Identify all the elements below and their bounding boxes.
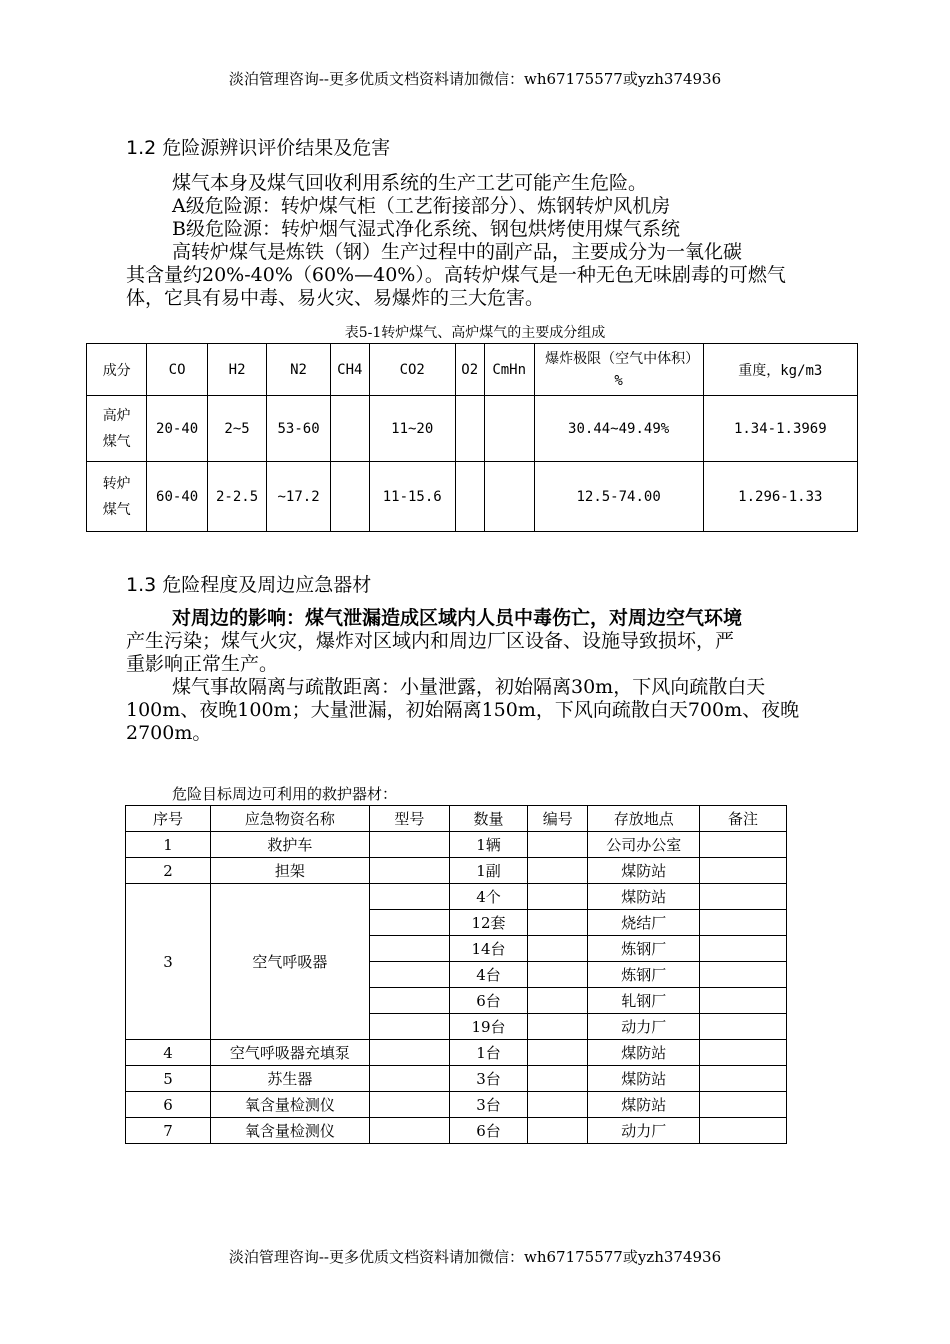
rescue-equipment-table — [125, 805, 787, 1144]
table-cell: 11~20 — [369, 396, 455, 462]
header-cell: O2 — [455, 344, 484, 396]
quantity-cell: 14台 — [449, 936, 527, 962]
text-line: 高转炉煤气是炼铁（钢）生产过程中的副产品，主要成分为一氧化碳 — [172, 241, 743, 263]
location-cell: 动力厂 — [588, 1118, 700, 1144]
header-cell: 重度，kg/m3 — [703, 344, 857, 396]
location-cell: 动力厂 — [588, 1014, 700, 1040]
table-cell — [330, 396, 369, 462]
text-line: 煤气事故隔离与疏散距离：小量泄露，初始隔离30m，下风向疏散白天 — [172, 676, 766, 698]
code-cell — [528, 1014, 588, 1040]
header-cell: CmHn — [484, 344, 534, 396]
table-cell: 30.44~49.49% — [534, 396, 703, 462]
serial-cell: 5 — [126, 1066, 211, 1092]
location-cell: 烧结厂 — [588, 910, 700, 936]
section-1-3-body — [126, 607, 860, 745]
quantity-cell: 1台 — [449, 1040, 527, 1066]
gas-composition-table — [86, 343, 858, 532]
table-cell — [330, 462, 369, 532]
code-cell — [528, 962, 588, 988]
code-cell — [528, 1040, 588, 1066]
item-name-cell: 苏生器 — [210, 1066, 369, 1092]
serial-cell: 6 — [126, 1092, 211, 1118]
item-name-cell: 担架 — [210, 858, 369, 884]
table-cell: 2-2.5 — [207, 462, 267, 532]
header-cell: N2 — [267, 344, 330, 396]
item-name-cell: 空气呼吸器充填泵 — [210, 1040, 369, 1066]
section-1-2-title: 1.2 危险源辨识评价结果及危害 — [126, 137, 391, 159]
model-cell — [369, 988, 449, 1014]
table-cell — [455, 462, 484, 532]
model-cell — [369, 858, 449, 884]
text-line: 2700m。 — [126, 722, 212, 744]
text-line: 其含量约20%-40%（60%—40%）。高转炉煤气是一种无色无味剧毒的可燃气 — [126, 264, 786, 286]
item-name-cell: 氧含量检测仪 — [210, 1118, 369, 1144]
model-cell — [369, 962, 449, 988]
quantity-cell: 1副 — [449, 858, 527, 884]
remark-cell — [700, 832, 787, 858]
code-cell — [528, 884, 588, 910]
quantity-cell: 12套 — [449, 910, 527, 936]
text-line: A级危险源：转炉煤气柜（工艺衔接部分）、炼钢转炉风机房 — [172, 195, 671, 217]
table-cell: 12.5-74.00 — [534, 462, 703, 532]
serial-cell: 3 — [126, 884, 211, 1040]
text-line: 对周边的影响：煤气泄漏造成区域内人员中毒伤亡，对周边空气环境 — [172, 607, 743, 629]
text-line: 煤气本身及煤气回收利用系统的生产工艺可能产生危险。 — [172, 172, 648, 194]
table-header-row — [126, 806, 787, 832]
model-cell — [369, 832, 449, 858]
header-cell: H2 — [207, 344, 267, 396]
header-cell: 成分 — [87, 344, 147, 396]
quantity-cell: 19台 — [449, 1014, 527, 1040]
header-cell: 存放地点 — [588, 806, 700, 832]
table-cell: 53-60 — [267, 396, 330, 462]
remark-cell — [700, 1092, 787, 1118]
equipment-table-caption: 危险目标周边可利用的救护器材： — [172, 785, 398, 803]
item-name-cell: 空气呼吸器 — [210, 884, 369, 1040]
table-cell: 1.34-1.3969 — [703, 396, 857, 462]
table-row — [87, 396, 858, 462]
table-cell: 20-40 — [147, 396, 207, 462]
code-cell — [528, 936, 588, 962]
text-line: 产生污染；煤气火灾，爆炸对区域内和周边厂区设备、设施导致损坏，严 — [126, 630, 735, 652]
quantity-cell: 4台 — [449, 962, 527, 988]
table-cell — [484, 462, 534, 532]
remark-cell — [700, 858, 787, 884]
header-cell: 数量 — [449, 806, 527, 832]
remark-cell — [700, 936, 787, 962]
serial-cell: 1 — [126, 832, 211, 858]
location-cell: 煤防站 — [588, 884, 700, 910]
model-cell — [369, 936, 449, 962]
serial-cell: 2 — [126, 858, 211, 884]
remark-cell — [700, 1066, 787, 1092]
table-row — [126, 884, 787, 910]
table-row — [126, 1118, 787, 1144]
section-1-2-body — [126, 172, 860, 310]
location-cell: 煤防站 — [588, 1066, 700, 1092]
model-cell — [369, 1014, 449, 1040]
model-cell — [369, 884, 449, 910]
table-5-1-caption: 表5-1转炉煤气、高炉煤气的主要成分组成 — [344, 325, 606, 341]
table-row — [126, 832, 787, 858]
table-cell — [484, 396, 534, 462]
serial-cell: 4 — [126, 1040, 211, 1066]
quantity-cell: 6台 — [449, 988, 527, 1014]
location-cell: 轧钢厂 — [588, 988, 700, 1014]
table-cell: 11-15.6 — [369, 462, 455, 532]
page-footer: 淡泊管理咨询--更多优质文档资料请加微信：wh67175577或yzh374936 — [228, 1248, 722, 1266]
text-line: 100m、夜晚100m；大量泄漏，初始隔离150m，下风向疏散白天700m、夜晚 — [126, 699, 800, 721]
table-row — [126, 858, 787, 884]
remark-cell — [700, 884, 787, 910]
location-cell: 公司办公室 — [588, 832, 700, 858]
text-line: B级危险源：转炉烟气湿式净化系统、钢包烘烤使用煤气系统 — [172, 218, 680, 240]
serial-cell: 7 — [126, 1118, 211, 1144]
table-header-row — [87, 344, 858, 396]
text-line: 重影响正常生产。 — [126, 653, 279, 675]
table-cell: 60-40 — [147, 462, 207, 532]
item-name-cell: 氧含量检测仪 — [210, 1092, 369, 1118]
location-cell: 煤防站 — [588, 1092, 700, 1118]
section-1-3-title: 1.3 危险程度及周边应急器材 — [126, 574, 372, 596]
table-row — [126, 1066, 787, 1092]
model-cell — [369, 1040, 449, 1066]
quantity-cell: 1辆 — [449, 832, 527, 858]
table-row — [87, 462, 858, 532]
table-cell: 高炉煤气 — [87, 396, 147, 462]
page-header: 淡泊管理咨询--更多优质文档资料请加微信：wh67175577或yzh374936 — [228, 70, 722, 88]
remark-cell — [700, 988, 787, 1014]
header-cell: 序号 — [126, 806, 211, 832]
header-cell: 型号 — [369, 806, 449, 832]
model-cell — [369, 1066, 449, 1092]
header-cell: CO — [147, 344, 207, 396]
remark-cell — [700, 1118, 787, 1144]
header-cell: CO2 — [369, 344, 455, 396]
remark-cell — [700, 962, 787, 988]
code-cell — [528, 832, 588, 858]
text-line: 体，它具有易中毒、易火灾、易爆炸的三大危害。 — [126, 287, 545, 309]
table-row — [126, 1040, 787, 1066]
location-cell: 炼钢厂 — [588, 936, 700, 962]
table-cell: 1.296-1.33 — [703, 462, 857, 532]
remark-cell — [700, 1014, 787, 1040]
code-cell — [528, 1066, 588, 1092]
quantity-cell: 3台 — [449, 1092, 527, 1118]
header-cell: 应急物资名称 — [210, 806, 369, 832]
header-cell: CH4 — [330, 344, 369, 396]
code-cell — [528, 858, 588, 884]
location-cell: 煤防站 — [588, 1040, 700, 1066]
header-cell: 编号 — [528, 806, 588, 832]
header-cell: 爆炸极限（空气中体积）% — [534, 344, 703, 396]
item-name-cell: 救护车 — [210, 832, 369, 858]
model-cell — [369, 910, 449, 936]
model-cell — [369, 1092, 449, 1118]
remark-cell — [700, 1040, 787, 1066]
quantity-cell: 3台 — [449, 1066, 527, 1092]
location-cell: 煤防站 — [588, 858, 700, 884]
code-cell — [528, 1118, 588, 1144]
table-cell: 2~5 — [207, 396, 267, 462]
quantity-cell: 4个 — [449, 884, 527, 910]
location-cell: 炼钢厂 — [588, 962, 700, 988]
code-cell — [528, 1092, 588, 1118]
table-row — [126, 1092, 787, 1118]
quantity-cell: 6台 — [449, 1118, 527, 1144]
code-cell — [528, 910, 588, 936]
table-cell: 转炉煤气 — [87, 462, 147, 532]
header-cell: 备注 — [700, 806, 787, 832]
model-cell — [369, 1118, 449, 1144]
code-cell — [528, 988, 588, 1014]
table-cell — [455, 396, 484, 462]
table-cell: ~17.2 — [267, 462, 330, 532]
remark-cell — [700, 910, 787, 936]
